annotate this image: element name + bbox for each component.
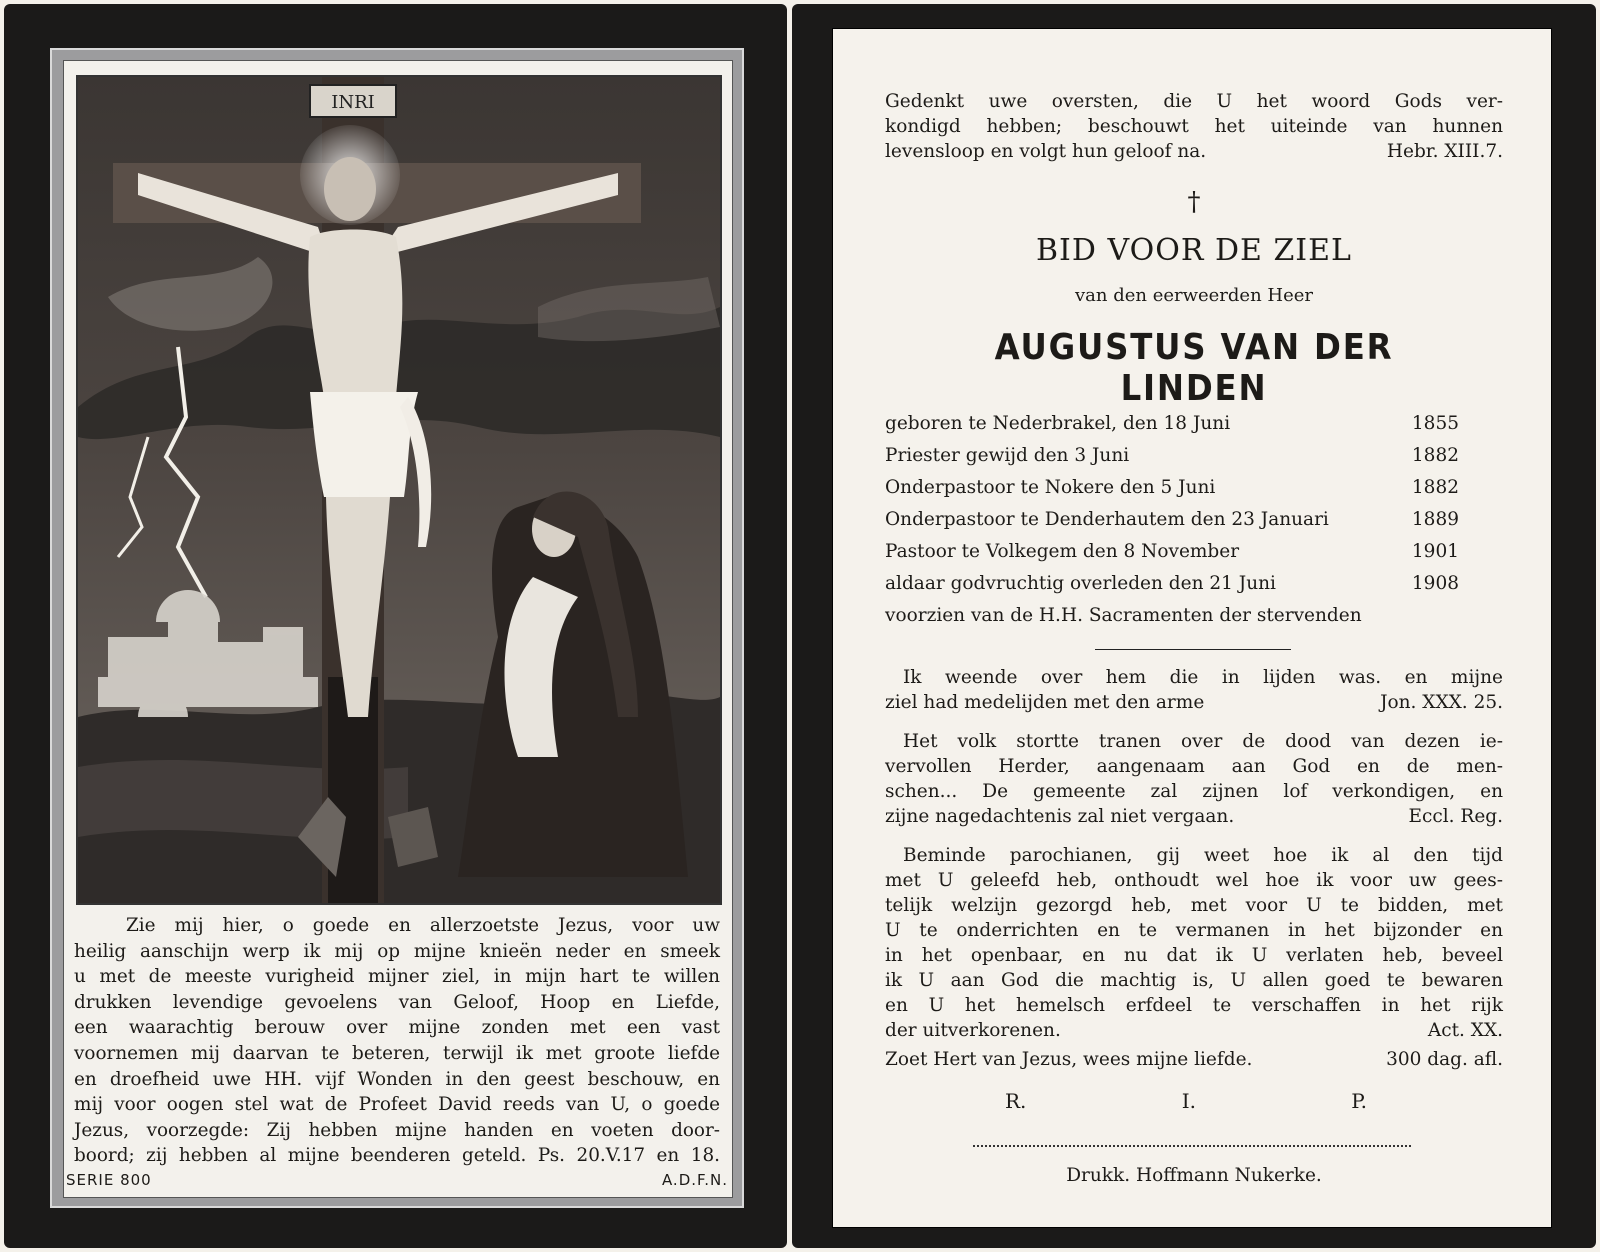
- quote-line: in het openbaar, en nu dat ik U verlaten heb, beveel: [885, 945, 1503, 966]
- epigraph-reference: Hebr. XIII.7.: [1386, 141, 1503, 162]
- quote-act: [885, 843, 1503, 1043]
- quote-line: zijne nagedachtenis zal niet vergaan.: [885, 806, 1235, 827]
- right-card-black-border: [792, 4, 1596, 1248]
- quote-line: der uitverkorenen.: [885, 1020, 1061, 1041]
- life-event-text: Onderpastoor te Nokere den 5 Juni: [885, 477, 1216, 498]
- rip-letter: I.: [1181, 1089, 1196, 1113]
- epigraph-last-row: [885, 139, 1503, 164]
- quote-jon: [885, 665, 1503, 715]
- life-event-text: geboren te Nederbrakel, den 18 Juni: [885, 413, 1231, 434]
- quote-reference: Eccl. Reg.: [1408, 806, 1503, 827]
- divider-rule: [1095, 649, 1291, 650]
- left-card-silver-frame: [50, 48, 744, 1208]
- quote-line: met U geleefd heb, onthoudt wel hoe ik voor uw gees-: [885, 870, 1503, 891]
- life-event-year: 1882: [1411, 477, 1459, 498]
- deceased-name: AUGUSTUS VAN DER LINDEN: [994, 327, 1394, 409]
- life-event-year: 1882: [1411, 445, 1459, 466]
- life-event-text: aldaar godvruchtig overleden den 21 Juni: [885, 573, 1276, 594]
- publisher-label: A.D.F.N.: [661, 1171, 728, 1189]
- prayer-line: voornemen mij daarvan te beteren, terwijl ik met groote liefde: [74, 1042, 720, 1064]
- rip-letter: R.: [1005, 1089, 1027, 1113]
- life-event-row: [885, 605, 1459, 626]
- life-event-text: voorzien van de H.H. Sacramenten der stervenden: [885, 605, 1362, 626]
- inri-board: INRI: [331, 92, 375, 113]
- life-event-row: [885, 573, 1459, 594]
- quote-last-row: [885, 690, 1503, 715]
- quote-last-row: [885, 804, 1503, 829]
- quote-line: vervollen Herder, aangenaam aan God en de men-: [885, 756, 1503, 777]
- crucifixion-scene-svg: [78, 77, 720, 903]
- quote-line: ziel had medelijden met den arme: [885, 692, 1205, 713]
- quote-line: Het volk stortte tranen over de dood van dezen ie-: [903, 731, 1503, 752]
- prayer-line: heilig aanschijn werp ik mij op mijne knieën neder en smeek: [74, 940, 720, 962]
- quote-line: en U het hemelsch erfdeel te verschaffen in het rijk: [885, 995, 1503, 1016]
- left-card-inner: [63, 60, 733, 1198]
- prayer-line: Zie mij hier, o goede en allerzoetste Jezus, voor uw: [126, 915, 720, 936]
- indulgence-row: [885, 1047, 1503, 1072]
- life-event-year: 1908: [1411, 573, 1459, 594]
- life-event-text: Pastoor te Volkegem den 8 November: [885, 541, 1240, 562]
- left-card-footer: [66, 1171, 728, 1189]
- quote-line: telijk welzijn gezorgd heb, met voor U te bidden, met: [885, 895, 1503, 916]
- prayer-line: drukken levendige gevoelens van Geloof, Hoop en Liefde,: [74, 991, 720, 1013]
- printer-credit: Drukk. Hoffmann Nukerke.: [1066, 1165, 1322, 1186]
- quote-line: ik U aan God die machtig is, U allen goed te bewaren: [885, 970, 1503, 991]
- rip-row: [1005, 1089, 1367, 1113]
- prayer-line: boord; zij hebben al mijne beenderen geteld. Ps. 20.V.17 en 18.: [74, 1145, 720, 1167]
- prayer-line: een waarachtig berouw over mijne zonden met een vast: [74, 1017, 720, 1039]
- quote-line: Beminde parochianen, gij weet hoe ik al den tijd: [903, 845, 1503, 866]
- prayer-line: en droefheid uwe HH. vijf Wonden in den geest beschouw, en: [74, 1068, 720, 1090]
- prayer-text: [74, 913, 720, 1169]
- life-event-row: [885, 477, 1459, 498]
- epigraph-line: kondigd hebben; beschouwt het uiteinde van hunnen: [885, 116, 1503, 137]
- prayer-heading: BID VOOR DE ZIEL: [1036, 233, 1352, 268]
- life-event-row: [885, 541, 1459, 562]
- quote-reference: Jon. XXX. 25.: [1380, 692, 1503, 713]
- prayer-line: Jezus, voorzegde: Zij hebben mijne handen en voeten door-: [74, 1119, 720, 1141]
- crucifixion-illustration: [76, 75, 722, 905]
- indulgence-text: Zoet Hert van Jezus, wees mijne liefde.: [885, 1049, 1253, 1070]
- honorific: van den eerweerden Heer: [1074, 285, 1314, 306]
- epigraph: [885, 89, 1503, 164]
- life-event-row: [885, 413, 1459, 434]
- epigraph-line: Gedenkt uwe oversten, die U het woord Gods ver-: [885, 91, 1503, 112]
- dotted-rule: [973, 1145, 1411, 1147]
- cross-icon: †: [1187, 187, 1201, 217]
- life-event-row: [885, 445, 1459, 466]
- life-event-year: 1855: [1411, 413, 1459, 434]
- prayer-line: u met de meeste vurigheid mijner ziel, in mijn hart te willen: [74, 966, 720, 988]
- rip-letter: P.: [1351, 1089, 1367, 1113]
- right-card-paper: [832, 28, 1552, 1228]
- prayer-line: mij voor oogen stel wat de Profeet David reeds van U, o goede: [74, 1094, 720, 1116]
- quote-line: Ik weende over hem die in lijden was. en mijne: [903, 667, 1503, 688]
- quote-line: schen... De gemeente zal zijnen lof verkondigen, en: [885, 781, 1503, 802]
- indulgence-days: 300 dag. afl.: [1386, 1049, 1503, 1070]
- quote-line: U te onderrichten en te vermanen in het bijzonder en: [885, 920, 1503, 941]
- life-event-text: Onderpastoor te Denderhautem den 23 Januari: [885, 509, 1329, 530]
- left-card-black-border: [4, 4, 787, 1248]
- quote-eccl: [885, 729, 1503, 829]
- epigraph-line: levensloop en volgt hun geloof na.: [885, 141, 1207, 162]
- quote-last-row: [885, 1018, 1503, 1043]
- life-event-row: [885, 509, 1459, 530]
- life-event-year: 1901: [1411, 541, 1459, 562]
- life-event-text: Priester gewijd den 3 Juni: [885, 445, 1130, 466]
- series-label: SERIE 800: [66, 1171, 152, 1189]
- quote-reference: Act. XX.: [1427, 1020, 1503, 1041]
- life-event-year: 1889: [1411, 509, 1459, 530]
